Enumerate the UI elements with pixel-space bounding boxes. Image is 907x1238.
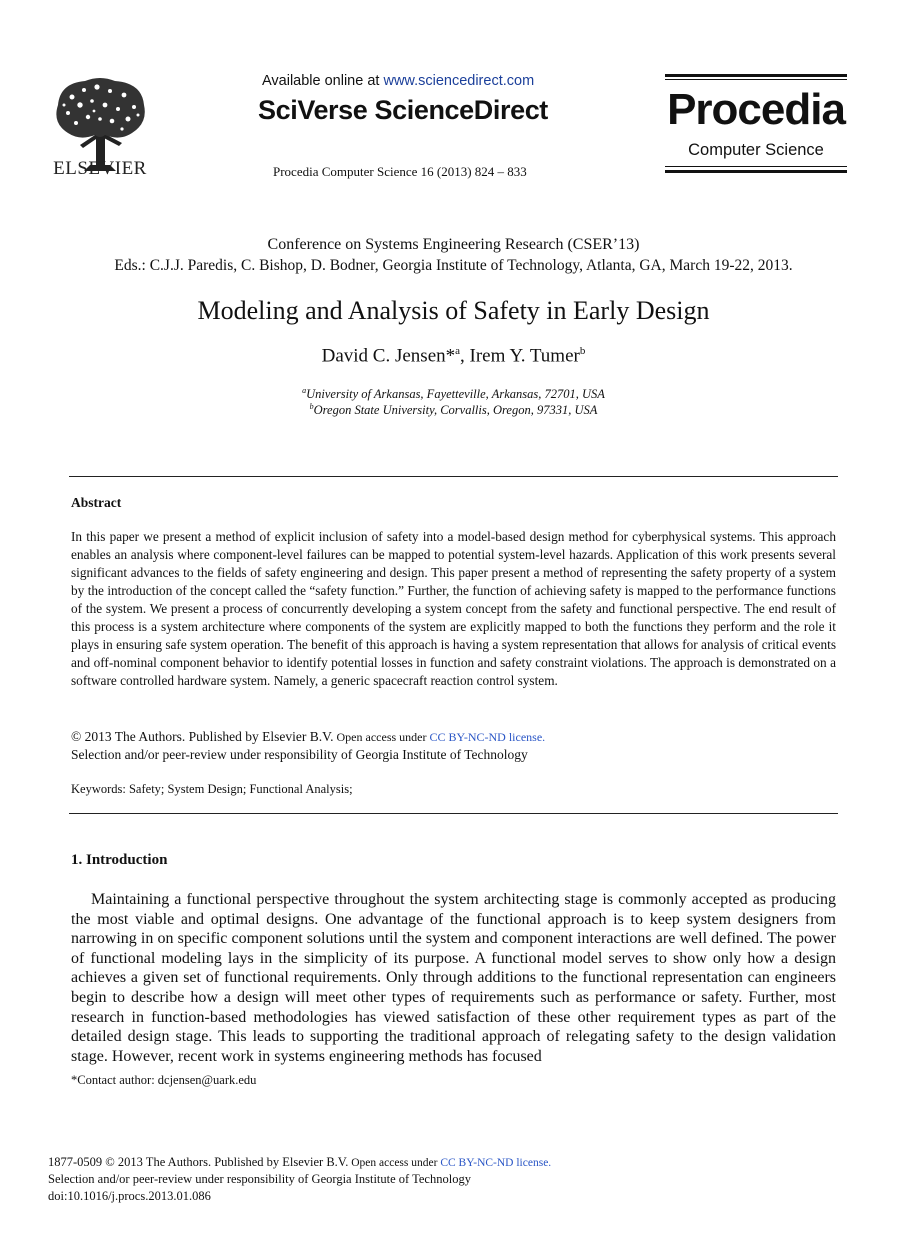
abstract-top-rule [69,476,838,477]
affiliation-text: Oregon State University, Corvallis, Oregon, 97331, USA [313,403,598,418]
footer-copyright: 1877-0509 © 2013 The Authors. Published by Elsevier B.V. [48,1155,349,1169]
abstract-bottom-rule [69,813,838,814]
author-name: Irem Y. Tumer [469,345,580,367]
affiliation-a [0,386,907,402]
introduction-heading: 1. Introduction [71,852,168,868]
affiliation-text: University of Arkansas, Fayetteville, Arkansas, 72701, USA [306,387,605,402]
open-access-text: Open access under [333,730,430,744]
keywords: Keywords: Safety; System Design; Functional Analysis; [71,782,353,796]
abstract-text-part: Further, the function of achieving safety is mapped to the performance functions of the system. We present a process of concurrently developing a system concept from the safety and functional perspective. The end result of this process is a system architecture where components of the system are explicitly mapped to both the functions they perform and the role it plays in ensuring safe system operation. The benefit of this approach is having a system representation that allows for analysis of critical events and off-nominal component behavior to identify potential losses in function and safety constraint violations. The approach is demonstrated on a software controlled hardware system. Namely, a generic spacecraft reaction control system. [71,583,836,688]
conference-editors: Eds.: C.J.J. Paredis, C. Bishop, D. Bodner, Georgia Institute of Technology, Atlanta, GA, March 19-22, 2013. [114,257,793,274]
affiliation-marker: b [579,345,586,357]
contact-footnote: *Contact author: dcjensen@uark.edu [71,1073,257,1087]
platform-wordmark: SciVerse ScienceDirect [258,95,548,125]
copyright-text: © 2013 The Authors. Published by Elsevier B.V. [71,729,334,744]
journal-reference: Procedia Computer Science 16 (2013) 824 – 833 [273,164,527,179]
affiliation-marker: a [455,345,461,357]
footer-open-access: Open access under [348,1157,441,1169]
journal-title: Procedia [667,85,845,134]
procedia-top-rule [665,74,847,77]
affiliation-b [0,402,907,418]
footer-doi[interactable]: doi:10.1016/j.procs.2013.01.086 [48,1189,211,1203]
procedia-bottom-rule [665,170,847,173]
conference-name: Conference on Systems Engineering Research (CSER’13) [267,236,640,253]
peer-review-statement: Selection and/or peer-review under responsibility of Georgia Institute of Technology [71,747,528,762]
affiliation-marker: b [309,402,314,411]
procedia-top-rule-thin [665,79,847,80]
available-online-prefix: Available online at [262,73,384,89]
affiliation-marker: a [302,386,307,395]
introduction-paragraph: Maintaining a functional perspective throughout the system architecting stage is commonly accepted as producing the most viable and optimal designs. One advantage of the functional approach is to keep system designers from narrowing in on specific component solutions until the system and component interactions are well defined. The power of functional modeling lays in the simplicity of its purpose. A functional model serves to show only how a design achieves a given set of functional requirements. Only through additions to the functional representation can engineers begin to describe how a design will meet other types of requirements such as performance or safety. Further, most research in function-based methodologies has viewed satisfaction of these other requirement types as part of the detailed design stage. This leads to supporting the traditional approach of relegating safety to the design validation stage. However, recent work in systems engineering methods has focused [71,891,836,1065]
footer-issn-line [48,1155,551,1170]
journal-subtitle: Computer Science [688,141,824,159]
sciencedirect-link[interactable]: www.sciencedirect.com [383,73,535,89]
paper-title: Modeling and Analysis of Safety in Early Design [197,296,710,325]
abstract-body [71,528,836,690]
copyright-line [71,729,545,745]
author-name: David C. Jensen* [321,345,456,367]
procedia-bottom-rule-thin [665,166,847,167]
author-list [0,345,907,367]
abstract-heading: Abstract [71,495,122,510]
abstract-text-part: In this paper we present a method of explicit inclusion of safety into a model-based design method for cyberphysical systems. This approach enables an analysis where component-level failures can be mapped to potential system-level hazards. Application of this work presents several significant advances to the fields of safety engineering and design. This paper present a method of representing the safety property of a system by the introduction of the concept called the [71,529,836,598]
footer-peer-review: Selection and/or peer-review under responsibility of Georgia Institute of Technology [48,1172,471,1186]
footer-license-link[interactable]: CC BY-NC-ND license. [440,1157,552,1169]
author-separator: , [460,345,470,367]
safety-function-term: “safety function.” [309,583,404,598]
publisher-wordmark: ELSEVIER [53,158,147,179]
license-link[interactable]: CC BY-NC-ND license. [429,730,546,744]
available-online-notice [262,73,534,89]
